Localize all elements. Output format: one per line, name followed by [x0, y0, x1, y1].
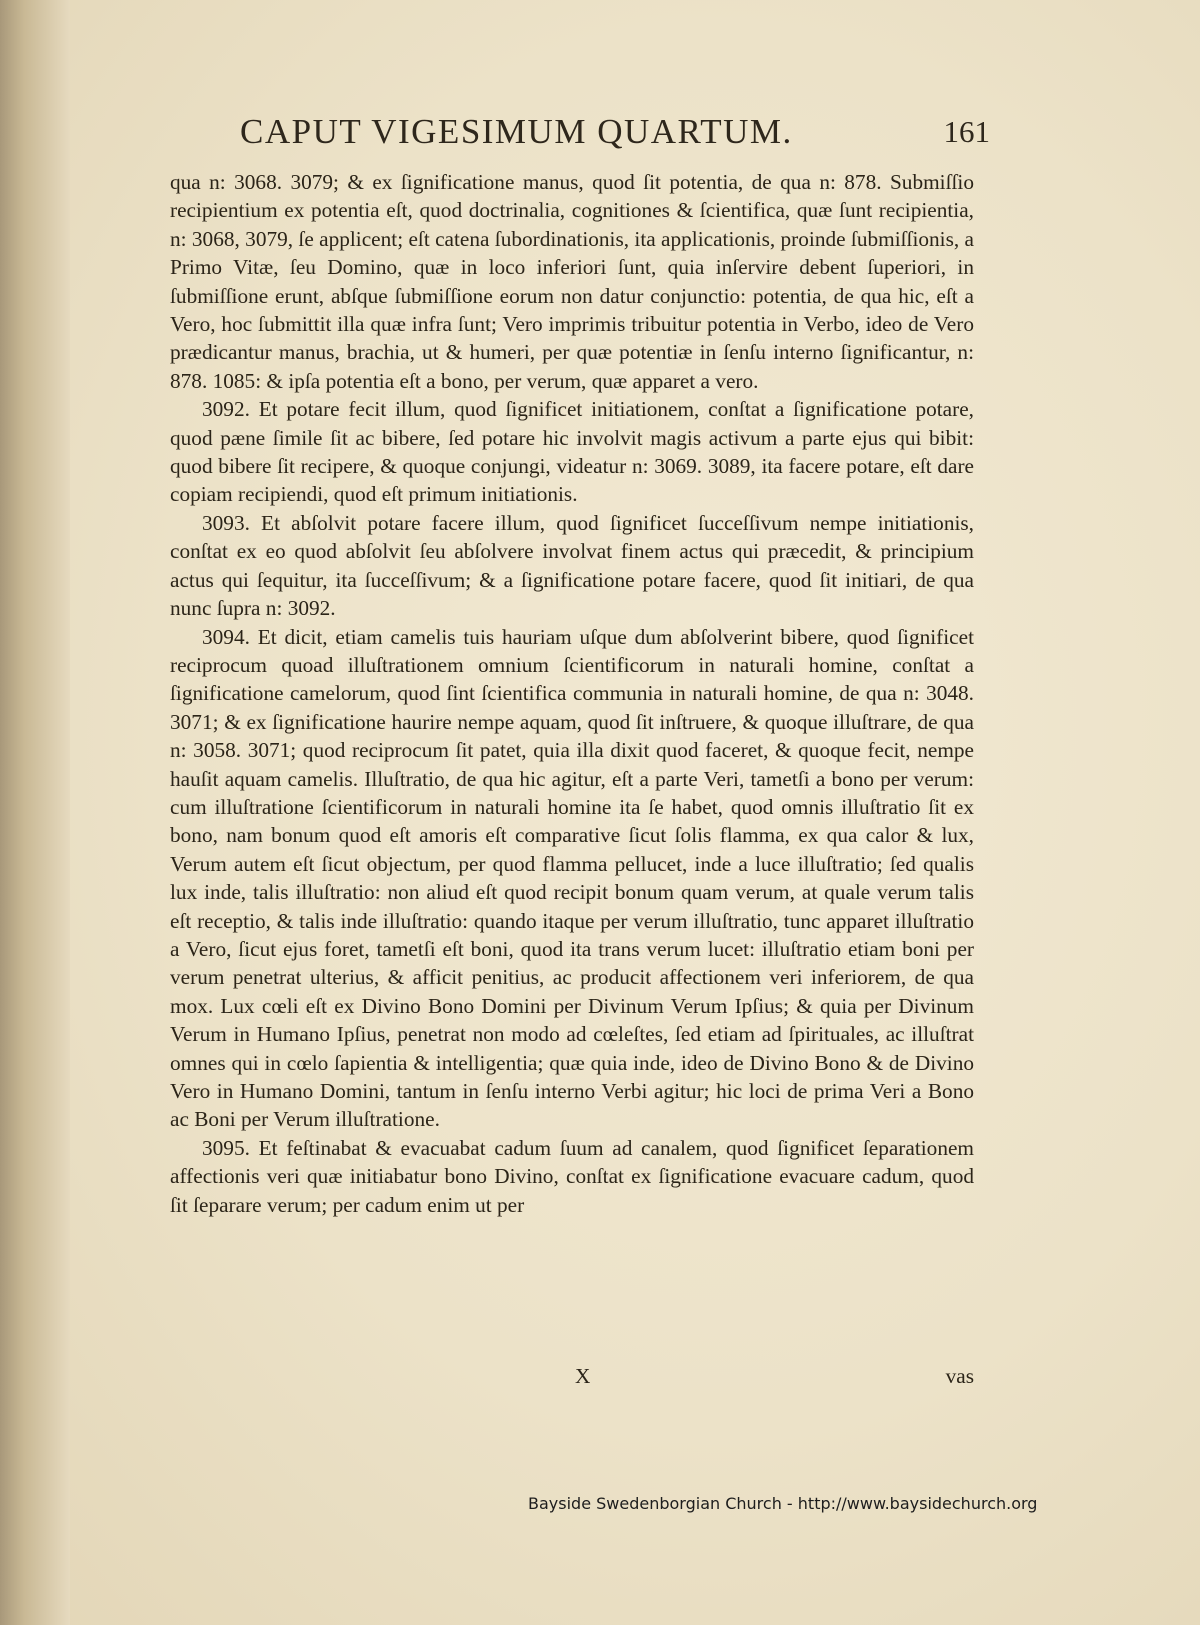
body-text — [170, 168, 974, 1219]
paragraph-continuation: qua n: 3068. 3079; & ex ſignificatione manus, quod ſit potentia, de qua n: 878. Submiſſio recipientium ex potentia eſt, quod doctrinalia, cognitiones & ſcientifica, quæ ſunt recipientia, n: 3068, 3079, ſe applicent; eſt catena ſubordinationis, ita applicationis, proinde ſubmiſſionis, a Primo Vitæ, ſeu Domino, quæ in loco inferiori ſunt, quia inſervire debent ſuperiori, in ſubmiſſione erunt, abſque ſubmiſſione eorum non datur conjunctio: potentia, de qua hic, eſt a Vero, hoc ſubmittit illa quæ infra ſunt; Vero imprimis tribuitur potentia in Verbo, ideo de Vero prædicantur manus, brachia, ut & humeri, per quæ potentiæ in ſenſu interno ſignificantur, n: 878. 1085: & ipſa potentia eſt a bono, per verum, quæ apparet a vero. — [170, 170, 974, 393]
page-header — [170, 112, 990, 162]
paragraph-3093: 3093. Et abſolvit potare facere illum, quod ſignificet ſucceſſivum nempe initiationis, conſtat ex eo quod abſolvit ſeu abſolvere involvat finem actus qui præcedit, & principium actus qui ſequitur, ita ſucceſſivum; & a ſignificatione potare facere, quod ſit initiari, de qua nunc ſupra n: 3092. — [170, 510, 974, 621]
page-footer — [170, 1364, 974, 1392]
running-head: CAPUT VIGESIMUM QUARTUM. — [240, 112, 793, 151]
paragraph-3094: 3094. Et dicit, etiam camelis tuis hauriam uſque dum abſolverint bibere, quod ſignificet reciprocum quoad illuſtrationem omnium ſcientificorum in naturali homine, conſtat a ſignificatione camelorum, quod ſint ſcientifica communia in naturali homine, de qua n: 3048. 3071; & ex ſignificatione haurire nempe aquam, quod ſit inſtruere, & quoque illuſtrare, de qua n: 3058. 3071; quod reciprocum ſit patet, quia illa dixit quod faceret, & quoque fecit, nempe hauſit aquam camelis. Illuſtratio, de qua hic agitur, eſt a parte Veri, tametſi a bono per verum: cum illuſtratione ſcientificorum in naturali homine ita ſe habet, quod omnis illuſtratio ſit ex bono, nam bonum quod eſt amoris eſt comparative ſicut ſolis flamma, ex qua calor & lux, Verum autem eſt ſicut objectum, per quod flamma pellucet, inde a luce illuſtratio; ſed qualis lux inde, talis illuſtratio: non aliud eſt quod recipit bonum quam verum, at quale verum talis eſt receptio, & talis inde illuſtratio: quando itaque per verum illuſtratio, tunc apparet illuſtratio a Vero, ſicut ejus foret, tametſi eſt boni, quod ita trans verum lucet: illuſtratio etiam boni per verum penetrat ulterius, & afficit penitius, ac producit affectionem veri inferiorem, de qua mox. Lux cœli eſt ex Divino Bono Domini per Divinum Verum Ipſius; & quia per Divinum Verum in Humano Ipſius, penetrat non modo ad cœleſtes, ſed etiam ad ſpirituales, ac illuſtrat omnes qui in cœlo ſapientia & intelligentia; quæ quia inde, ideo de Divino Bono & de Divino Vero in Humano Domini, tantum in ſenſu interno Verbi agitur; hic loci de prima Veri a Bono ac Boni per Verum illuſtratione. — [170, 624, 974, 1132]
source-watermark: Bayside Swedenborgian Church - http://www.baysidechurch.org — [528, 1494, 1038, 1513]
paragraph-3095: 3095. Et feſtinabat & evacuabat cadum ſuum ad canalem, quod ſignificet ſeparationem affectionis veri quæ initiabatur bono Divino, conſtat ex ſignificatione evacuare cadum, quod ſit ſeparare verum; per cadum enim ut per — [170, 1135, 974, 1217]
paragraph-3092: 3092. Et potare fecit illum, quod ſignificet initiationem, conſtat a ſignificatione potare, quod pæne ſimile ſit ac bibere, ſed potare hic involvit magis activum a parte ejus qui bibit: quod bibere ſit recipere, & quoque conjungi, videatur n: 3069. 3089, ita facere potare, eſt dare copiam recipiendi, quod eſt primum initiationis. — [170, 397, 974, 507]
page-number: 161 — [943, 114, 990, 149]
catchword: vas — [945, 1364, 974, 1388]
signature-mark: X — [575, 1364, 591, 1388]
spine-shadow — [0, 0, 70, 1625]
